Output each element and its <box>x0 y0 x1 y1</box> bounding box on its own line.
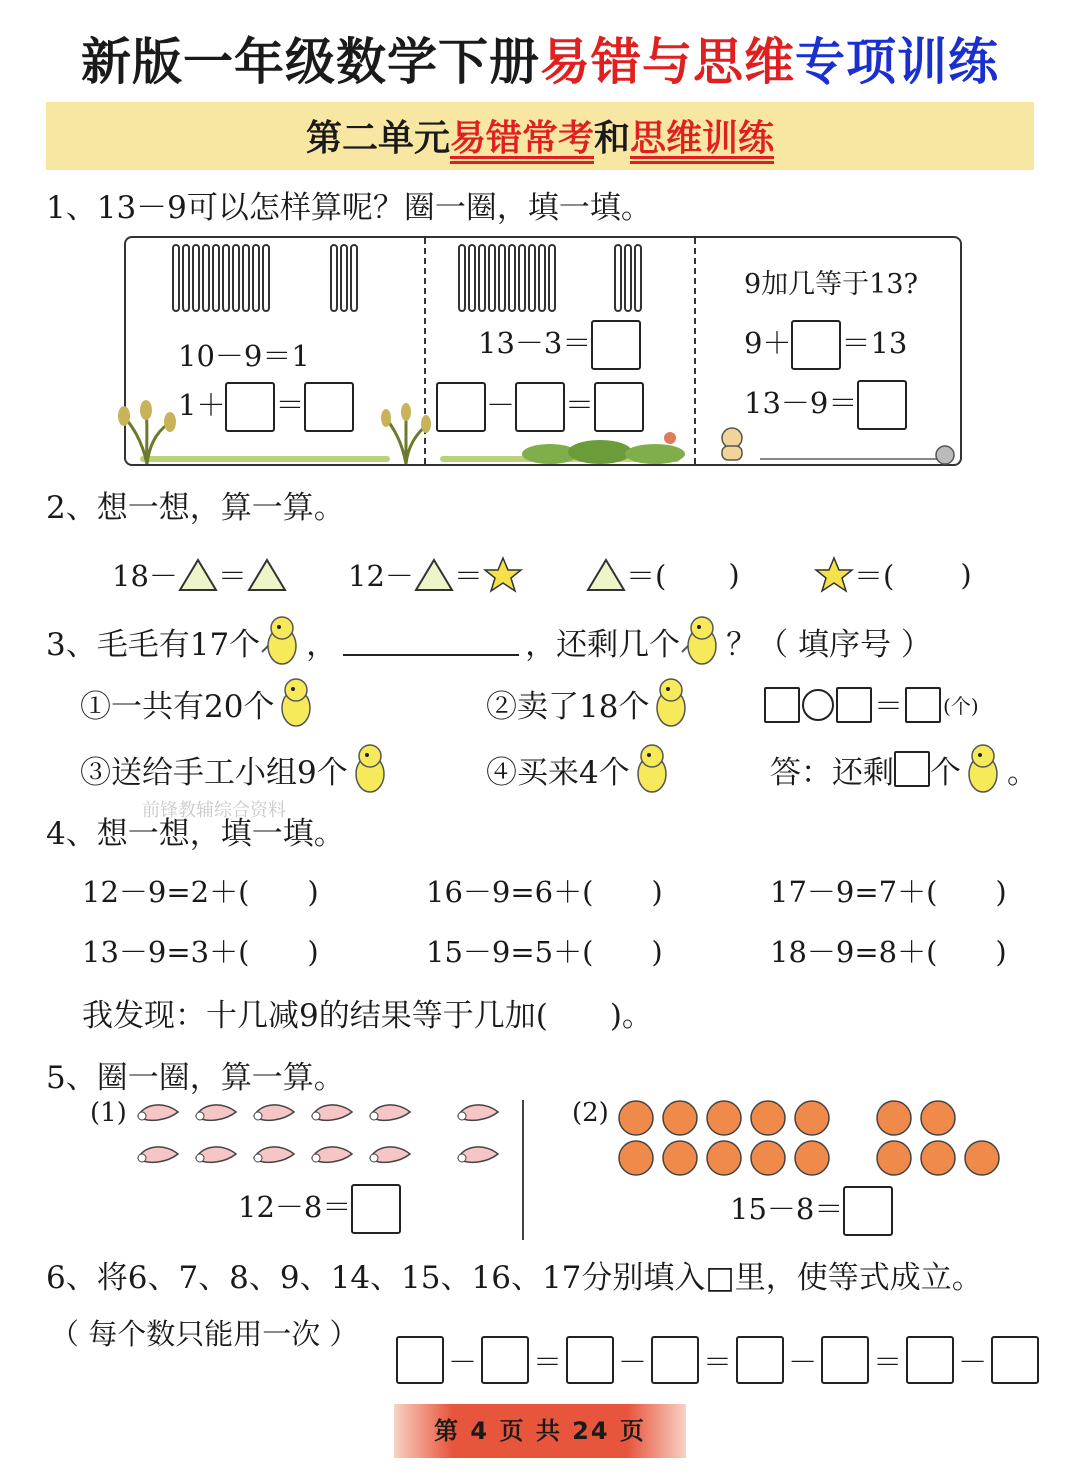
title-part-red: 易错与思维 <box>540 33 795 91</box>
q3-equation <box>764 684 979 725</box>
chick-toy-icon <box>274 674 320 732</box>
q3-option-2 <box>486 674 695 732</box>
q3-text: 个 <box>930 754 961 791</box>
eq-text: － <box>448 1344 478 1379</box>
q5-label-1: (1) <box>90 1098 127 1128</box>
q5-prompt: 5、圈一圈，算一算。 <box>46 1060 345 1096</box>
chick-toy-icon <box>260 612 306 670</box>
chick-toy-icon <box>630 740 676 798</box>
q5-equation-1 <box>238 1184 401 1234</box>
answer-box[interactable] <box>566 1336 614 1384</box>
plant-icon <box>112 400 182 466</box>
eq-text: 18－9=8＋( <box>770 935 938 969</box>
answer-box[interactable] <box>843 1186 893 1236</box>
answer-box[interactable] <box>736 1336 784 1384</box>
q3-option-3 <box>80 740 394 798</box>
chick-toy-icon <box>649 674 695 732</box>
answer-box[interactable] <box>591 320 641 370</box>
answer-box[interactable] <box>436 382 486 432</box>
title-part-black: 新版一年级数学下册 <box>81 33 540 91</box>
plant-icon <box>376 402 436 466</box>
q4-item <box>770 930 1007 971</box>
ground-line <box>760 458 940 460</box>
q4-item <box>82 930 319 971</box>
panel-divider <box>694 238 696 464</box>
q3-text: 3、毛毛有17个 <box>46 626 261 663</box>
p1-equation-2 <box>178 382 354 432</box>
eq-text: 1＋ <box>178 388 226 422</box>
eq-text: ＝ <box>275 388 305 422</box>
q4-text: )。 <box>609 998 653 1034</box>
eq-text: ) <box>307 935 319 969</box>
subtitle <box>0 110 1080 161</box>
q3-text: 。 <box>1007 754 1038 791</box>
p1-equation-1: 10－9＝1 <box>178 339 310 373</box>
eq-text: 12－ <box>348 559 414 593</box>
page-number-banner: 第 4 页 共 24 页 <box>394 1404 686 1458</box>
eq-text: 9＋ <box>744 326 792 360</box>
eq-text: ＝ <box>217 559 247 593</box>
bushes-icon <box>520 430 690 464</box>
operator-circle[interactable] <box>802 689 834 721</box>
answer-box[interactable] <box>594 382 644 432</box>
p3-equation-2 <box>744 380 907 430</box>
q6-note: （ 每个数只能用一次 ） <box>50 1317 359 1351</box>
q2-star-value <box>814 554 972 595</box>
unit-text: (个) <box>943 694 979 718</box>
answer-box[interactable] <box>905 687 941 723</box>
p2-equation-2 <box>436 382 644 432</box>
chick-toy-icon <box>348 740 394 798</box>
q2-expr-1 <box>112 554 287 595</box>
eq-text: 12－9=2＋( <box>82 875 250 909</box>
eq-text: ＝ <box>453 559 483 593</box>
tomato-group <box>616 1096 1008 1180</box>
q4-prompt: 4、想一想，填一填。 <box>46 816 345 852</box>
answer-box[interactable] <box>225 382 275 432</box>
yarn-ball-icon <box>934 444 956 466</box>
q2-prompt: 2、想一想，算一算。 <box>46 490 345 526</box>
q3-text: ②卖了18个 <box>486 688 650 725</box>
answer-box[interactable] <box>515 382 565 432</box>
eq-text: － <box>618 1344 648 1379</box>
star-icon <box>483 556 523 594</box>
q3-text: ，还剩几个 <box>525 626 681 663</box>
eq-text: ＝( <box>626 559 667 593</box>
q6-prompt: 6、将6、7、8、9、14、15、16、17分别填入□里，使等式成立。 <box>46 1260 983 1296</box>
eq-text: ) <box>728 557 740 592</box>
answer-box[interactable] <box>991 1336 1039 1384</box>
q2-expr-2 <box>348 554 523 595</box>
stick-group-three <box>330 244 358 312</box>
q6-equation-chain <box>396 1336 1039 1384</box>
pepper-icon <box>138 1105 178 1120</box>
triangle-icon <box>247 557 287 593</box>
eq-text: ) <box>307 875 319 909</box>
eq-text: － <box>788 1344 818 1379</box>
answer-box[interactable] <box>821 1336 869 1384</box>
watermark: 前锋教辅综合资料 <box>142 800 286 821</box>
answer-box[interactable] <box>396 1336 444 1384</box>
chick-toy-icon <box>961 740 1007 798</box>
q3-text: ①一共有20个 <box>80 688 275 725</box>
page-title <box>0 22 1080 94</box>
q3-option-1 <box>80 674 320 732</box>
q3-text: ③送给手工小组9个 <box>80 754 348 791</box>
eq-text: ) <box>960 557 972 592</box>
q5-label-2: (2) <box>572 1098 609 1128</box>
q3-prompt <box>46 612 932 670</box>
triangle-icon <box>414 557 454 593</box>
answer-box[interactable] <box>764 687 800 723</box>
eq-text: 13－3＝ <box>478 326 592 360</box>
q3-text: ？（ 填序号 ） <box>726 626 932 663</box>
q4-item <box>426 870 663 911</box>
stick-bundle-ten <box>172 244 270 312</box>
eq-text: 16－9=6＋( <box>426 875 594 909</box>
q1-prompt: 1、13－9可以怎样算呢？圈一圈，填一填。 <box>46 190 652 226</box>
answer-box[interactable] <box>351 1184 401 1234</box>
fill-blank-line[interactable] <box>343 626 519 656</box>
stick-group-three <box>614 244 642 312</box>
p2-equation-1 <box>478 320 641 370</box>
subtitle-unit: 第二单元 <box>305 118 450 159</box>
eq-text: 18－ <box>112 559 178 593</box>
eq-text: 13－9=3＋( <box>82 935 250 969</box>
q3-text: ， <box>306 626 338 663</box>
eq-text: － <box>958 1344 988 1379</box>
eq-text: ＝( <box>854 559 895 593</box>
star-icon <box>814 556 854 594</box>
q5-divider <box>522 1100 524 1240</box>
eq-text: ＝ <box>703 1344 733 1379</box>
p3-question: 9加几等于13? <box>744 269 919 300</box>
eq-text: ) <box>995 875 1007 909</box>
q4-text: 我发现：十几减9的结果等于几加( <box>82 998 548 1034</box>
stick-bundle-ten <box>458 244 556 312</box>
eq-text: ) <box>651 875 663 909</box>
eq-text: 13－9＝ <box>744 386 858 420</box>
q2-triangle-value <box>586 554 740 595</box>
q4-finding <box>82 990 653 1035</box>
triangle-icon <box>178 557 218 593</box>
triangle-icon <box>586 557 626 593</box>
subtitle-red-1: 易错常考 <box>449 118 594 159</box>
q3-answer <box>770 740 1038 798</box>
answer-box[interactable] <box>481 1336 529 1384</box>
eq-text: ＝ <box>533 1344 563 1379</box>
answer-box[interactable] <box>791 320 841 370</box>
eq-text: ＝ <box>565 388 595 422</box>
q3-option-4 <box>486 740 676 798</box>
title-part-blue: 专项训练 <box>795 33 999 91</box>
answer-box[interactable] <box>906 1336 954 1384</box>
eq-text: ＝ <box>874 689 904 723</box>
eq-text: ) <box>651 935 663 969</box>
eq-text: ＝ <box>873 1344 903 1379</box>
eq-text: ) <box>995 935 1007 969</box>
eq-text: 15－9=5＋( <box>426 935 594 969</box>
eq-text: 17－9=7＋( <box>770 875 938 909</box>
q5-equation-2 <box>730 1186 893 1236</box>
subtitle-and: 和 <box>594 118 631 159</box>
answer-box[interactable] <box>304 382 354 432</box>
q3-text: 答：还剩 <box>770 754 894 791</box>
pepper-group <box>132 1096 512 1178</box>
eq-text: 15－8＝ <box>730 1192 844 1226</box>
q4-item <box>82 870 319 911</box>
answer-box[interactable] <box>857 380 907 430</box>
q4-item <box>770 870 1007 911</box>
answer-box[interactable] <box>651 1336 699 1384</box>
eq-text: － <box>486 388 516 422</box>
answer-box[interactable] <box>836 687 872 723</box>
q4-item <box>426 930 663 971</box>
subtitle-red-2: 思维训练 <box>630 118 775 159</box>
p3-equation-1 <box>744 320 907 370</box>
eq-text: ＝13 <box>841 326 908 360</box>
chick-toy-icon <box>680 612 726 670</box>
q3-text: ④买来4个 <box>486 754 630 791</box>
eq-text: 12－8＝ <box>238 1190 352 1224</box>
answer-box[interactable] <box>894 751 930 787</box>
